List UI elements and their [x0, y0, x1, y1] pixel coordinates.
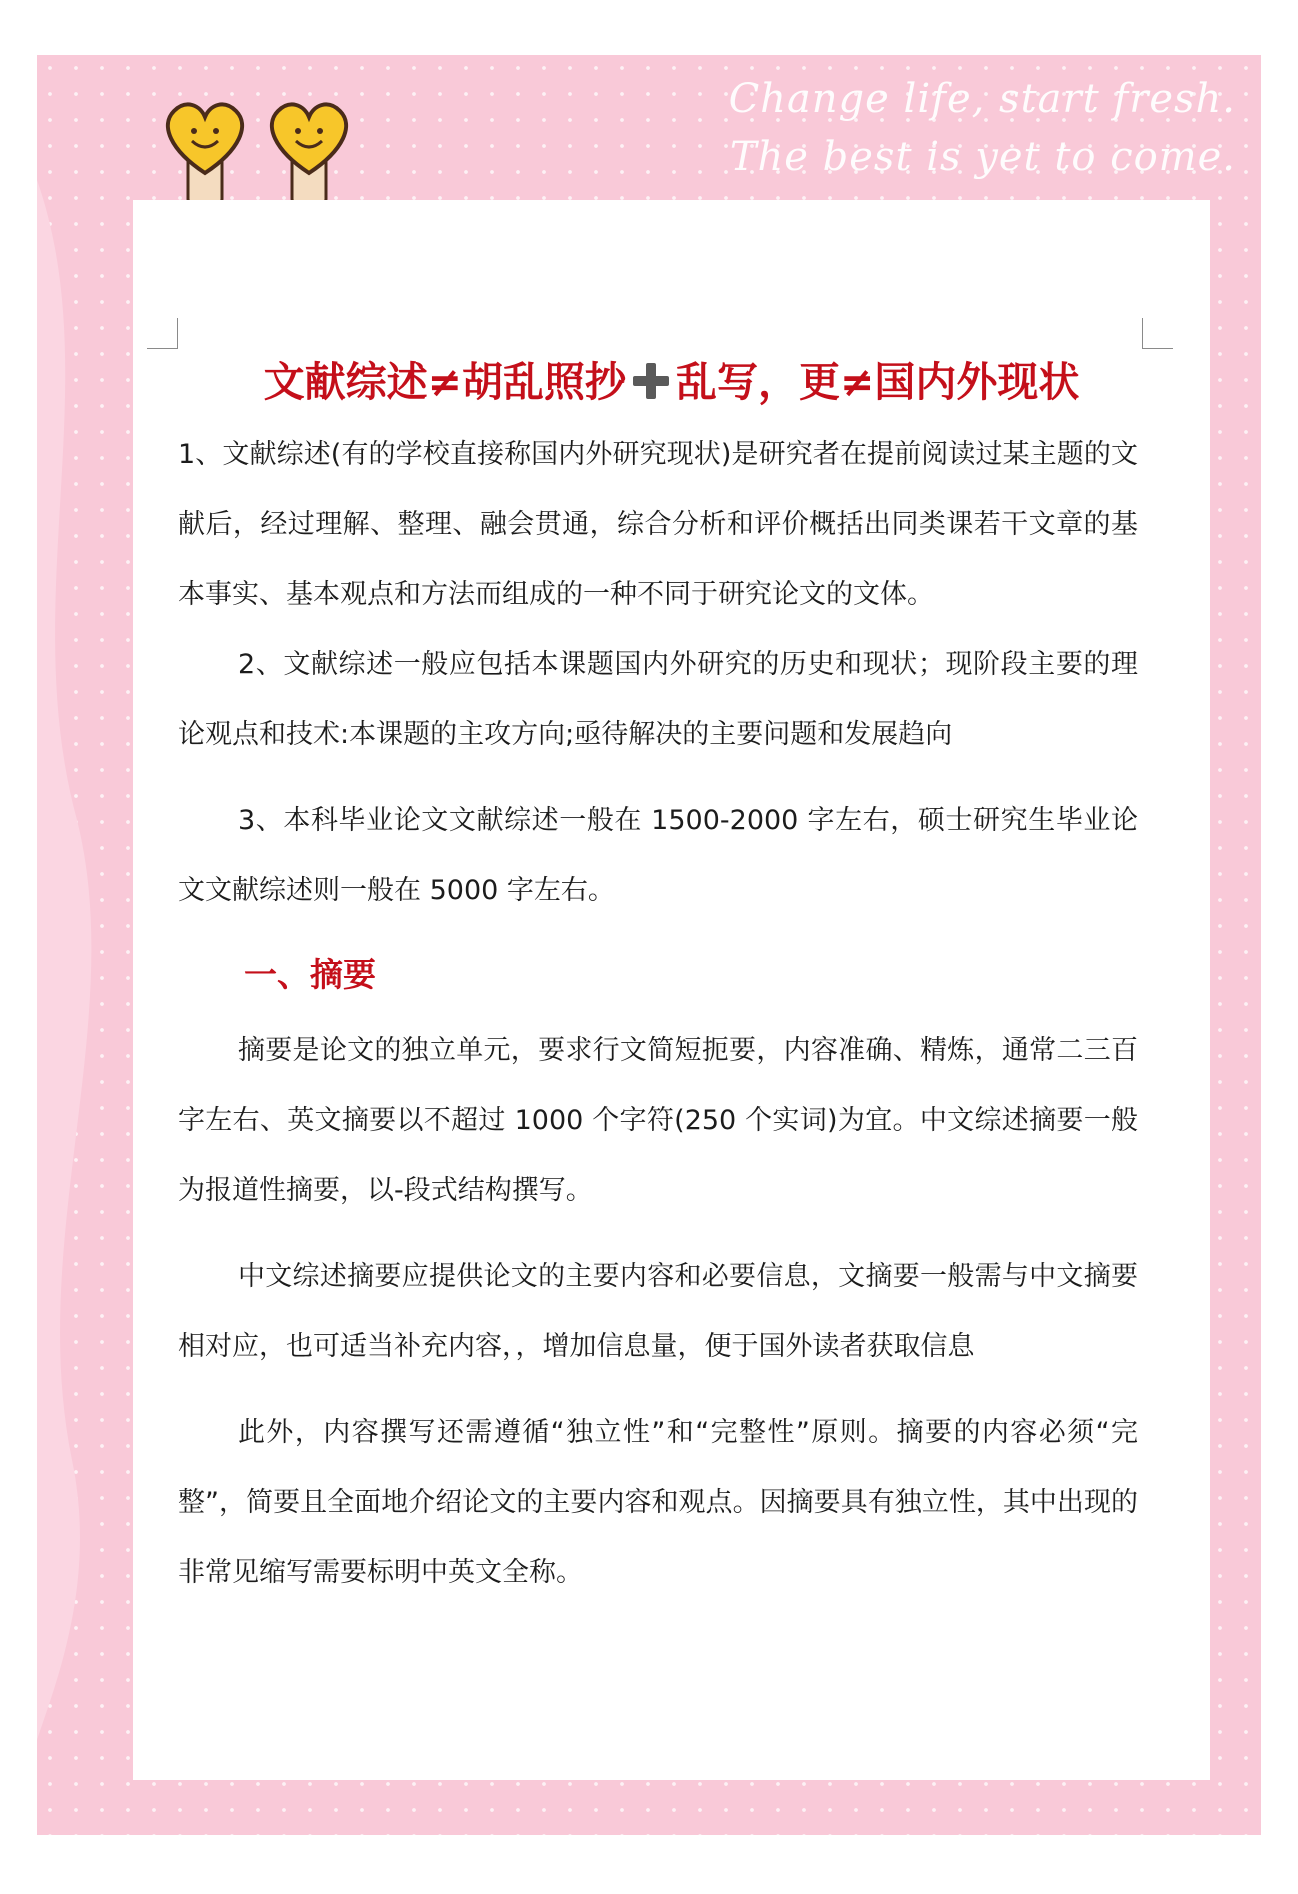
abstract-paragraph-1: 摘要是论文的独立单元，要求行文简短扼要，内容准确、精炼，通常二三百字左右、英文摘要以不超过 1000 个字符(250 个实词)为宜。中文综述摘要一般为报道性摘要，以-段式结构撰写。	[178, 1035, 1138, 1206]
title-part-1: 文献综述≠胡乱照抄	[263, 358, 626, 406]
page-title	[133, 352, 1210, 418]
decorative-wave-edge	[37, 180, 97, 1740]
plus-icon	[630, 358, 672, 418]
corner-mark-left	[147, 318, 178, 349]
abstract-paragraph-2: 中文综述摘要应提供论文的主要内容和必要信息，文摘要一般需与中文摘要相对应，也可适当补充内容，，增加信息量，便于国外读者获取信息	[178, 1261, 1138, 1362]
paragraph-1: 1、文献综述(有的学校直接称国内外研究现状)是研究者在提前阅读过某主题的文献后，经过理解、整理、融会贯通，综合分析和评价概括出同类课若干文章的基本事实、基本观点和方法而组成的一种不同于研究论文的文体。	[178, 439, 1138, 610]
heart-mascot-right-icon	[272, 104, 346, 205]
abstract-paragraph-3: 此外，内容撰写还需遵循“独立性”和“完整性”原则。摘要的内容必须“完整”，简要且全面地介绍论文的主要内容和观点。因摘要具有独立性，其中出现的非常见缩写需要标明中英文全称。	[178, 1417, 1138, 1588]
tagline	[729, 70, 1236, 186]
title-part-2: 乱写，更≠国内外现状	[676, 358, 1080, 406]
tagline-line-1: Change life, start fresh.	[728, 76, 1236, 122]
heart-mascots-icon	[160, 95, 380, 205]
paragraph-2: 2、文献综述一般应包括本课题国内外研究的历史和现状；现阶段主要的理论观点和技术:本课题的主攻方向;亟待解决的主要问题和发展趋向	[178, 649, 1138, 750]
section-heading-abstract: 一、摘要	[244, 955, 376, 994]
document-body	[178, 420, 1138, 1608]
corner-mark-right	[1142, 318, 1173, 349]
heart-mascot-left-icon	[168, 104, 242, 205]
paragraph-3: 3、本科毕业论文文献综述一般在 1500-2000 字左右，硕士研究生毕业论文文献综述则一般在 5000 字左右。	[178, 805, 1138, 906]
tagline-line-2: The best is yet to come.	[729, 134, 1236, 180]
